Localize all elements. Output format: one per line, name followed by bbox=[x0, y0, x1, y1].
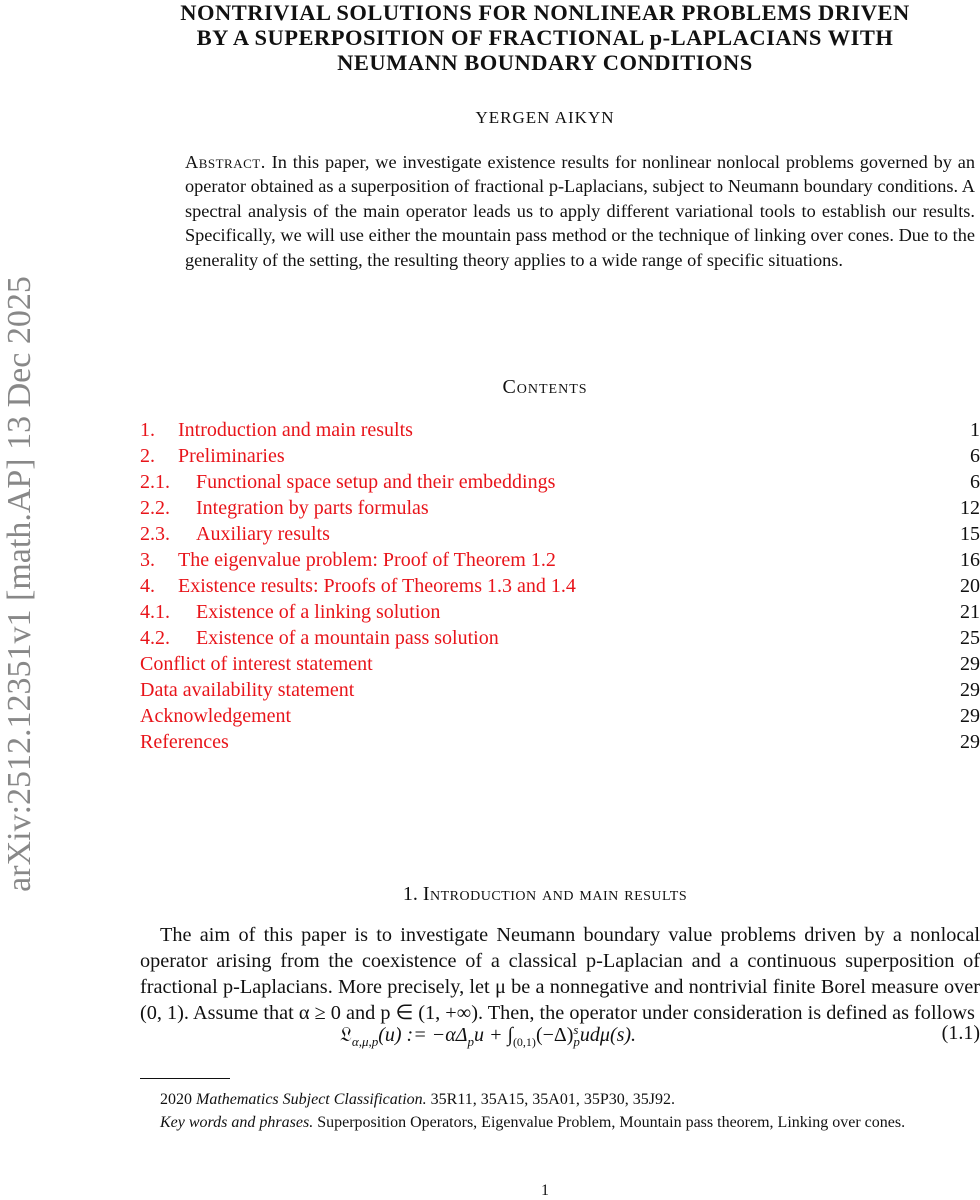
abstract-text: In this paper, we investigate existence results for nonlinear nonlocal problems governed by an operator obtained as a superposition of fractional p-Laplacians, subject to Neumann boundary conditions. A spectral analysis of the main operator leads us to apply different variational tools to establish our results. Specifically, we will use either the mountain pass method or the technique of linking over cones. Due to the generality of the setting, the resulting theory applies to a wide range of specific situations. bbox=[185, 152, 975, 270]
toc-page-number: 29 bbox=[960, 731, 980, 753]
toc-link[interactable]: 4. Existence results: Proofs of Theorems 1.3 and 1.4 bbox=[140, 575, 576, 597]
paper-title bbox=[130, 0, 960, 75]
toc-page-number: 12 bbox=[960, 497, 980, 519]
toc-entry[interactable] bbox=[140, 599, 980, 625]
toc-page-number: 25 bbox=[960, 627, 980, 649]
section-heading bbox=[130, 883, 960, 906]
toc-entry[interactable] bbox=[140, 573, 980, 599]
toc-page-number: 6 bbox=[970, 471, 980, 493]
page-number: 1 bbox=[541, 1182, 549, 1199]
toc-entry[interactable] bbox=[140, 547, 980, 573]
toc-link[interactable]: References bbox=[140, 731, 229, 753]
toc-page-number: 1 bbox=[970, 419, 980, 441]
toc-page-number: 29 bbox=[960, 705, 980, 727]
toc-link[interactable]: 2.3. Auxiliary results bbox=[140, 523, 330, 545]
abstract-label: Abstract. bbox=[185, 152, 266, 172]
footnotes bbox=[140, 1088, 980, 1134]
equation-label: (1.1) bbox=[941, 1022, 980, 1044]
title-line: NEUMANN BOUNDARY CONDITIONS bbox=[337, 50, 753, 75]
intro-paragraph: The aim of this paper is to investigate Neumann boundary value problems driven by a nonlocal operator arising from the coexistence of a classical p-Laplacian and a continuous superposition of fractional p-Laplacians. More precisely, let μ be a nonnegative and nontrivial finite Borel measure over (0, 1). Assume that α ≥ 0 and p ∈ (1, +∞). Then, the operator under consideration is defined as follows bbox=[140, 924, 980, 1024]
equation-body: 𝔏$_{\alpha,\mu,p}$(u) := $-\alpha\Delta_pu + \int_{(0,1)}(-\Delta)$ s p udμ(s). bbox=[340, 1022, 637, 1050]
toc-entry[interactable] bbox=[140, 677, 980, 703]
toc-page-number: 16 bbox=[960, 549, 980, 571]
toc-page-number: 29 bbox=[960, 653, 980, 675]
toc-page-number: 20 bbox=[960, 575, 980, 597]
arxiv-stamp: arXiv:2512.12351v1 [math.AP] 13 Dec 2025 bbox=[1, 276, 38, 892]
toc-link[interactable]: Conflict of interest statement bbox=[140, 653, 373, 675]
toc-link[interactable]: 3. The eigenvalue problem: Proof of Theorem 1.2 bbox=[140, 549, 556, 571]
toc-entry[interactable] bbox=[140, 703, 980, 729]
toc-entry[interactable] bbox=[140, 417, 980, 443]
toc-link[interactable]: Data availability statement bbox=[140, 679, 355, 701]
toc-link[interactable]: 2.1. Functional space setup and their embeddings bbox=[140, 471, 556, 493]
table-of-contents bbox=[140, 417, 980, 755]
toc-page-number: 29 bbox=[960, 679, 980, 701]
toc-link[interactable]: 4.2. Existence of a mountain pass solution bbox=[140, 627, 499, 649]
toc-link[interactable]: Acknowledgement bbox=[140, 705, 292, 727]
title-line: BY A SUPERPOSITION OF FRACTIONAL p-LAPLACIANS WITH bbox=[196, 25, 894, 50]
keywords-footnote: Key words and phrases. Superposition Operators, Eigenvalue Problem, Mountain pass theorem, Linking over cones. bbox=[160, 1114, 906, 1131]
toc-page-number: 15 bbox=[960, 523, 980, 545]
toc-link[interactable]: 2.2. Integration by parts formulas bbox=[140, 497, 429, 519]
contents-heading: Contents bbox=[502, 376, 588, 398]
equation-1-1 bbox=[140, 1018, 980, 1058]
title-line: NONTRIVIAL SOLUTIONS FOR NONLINEAR PROBLEMS DRIVEN bbox=[180, 0, 910, 25]
msc-footnote: 2020 Mathematics Subject Classification. 35R11, 35A15, 35A01, 35P30, 35J92. bbox=[160, 1091, 675, 1108]
toc-entry[interactable] bbox=[140, 469, 980, 495]
toc-entry[interactable] bbox=[140, 651, 980, 677]
footnote-rule bbox=[140, 1078, 230, 1079]
section-title: Introduction and main results bbox=[422, 883, 688, 905]
toc-link[interactable]: 1. Introduction and main results bbox=[140, 419, 413, 441]
abstract bbox=[185, 150, 975, 272]
toc-page-number: 6 bbox=[970, 445, 980, 467]
toc-entry[interactable] bbox=[140, 521, 980, 547]
section-number: 1. bbox=[402, 883, 418, 905]
toc-entry[interactable] bbox=[140, 495, 980, 521]
toc-entry[interactable] bbox=[140, 443, 980, 469]
toc-link[interactable]: 2. Preliminaries bbox=[140, 445, 285, 467]
author: YERGEN AIKYN bbox=[475, 108, 615, 127]
toc-entry[interactable] bbox=[140, 625, 980, 651]
toc-page-number: 21 bbox=[960, 601, 980, 623]
toc-entry[interactable] bbox=[140, 729, 980, 755]
toc-link[interactable]: 4.1. Existence of a linking solution bbox=[140, 601, 441, 623]
